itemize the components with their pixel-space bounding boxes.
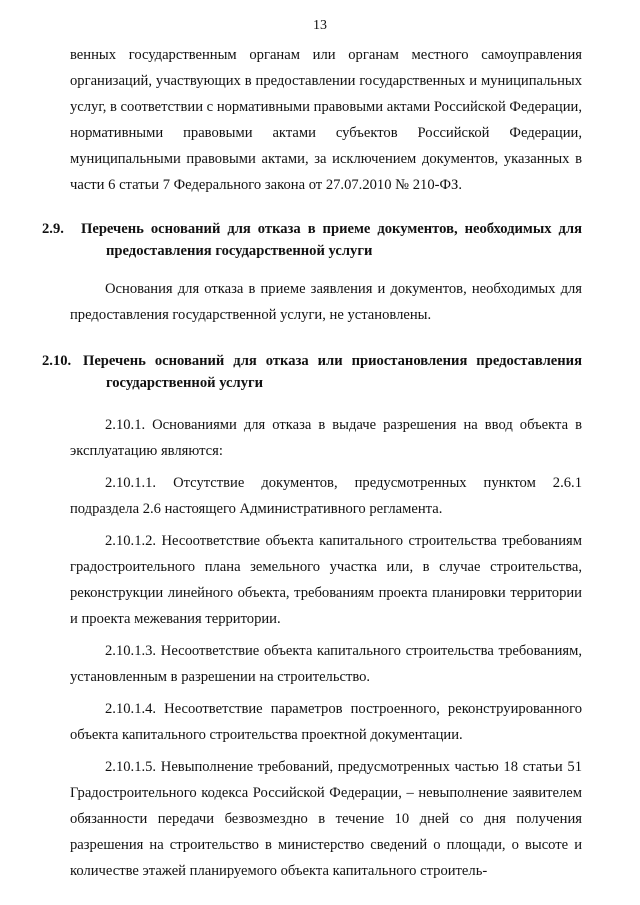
page-number: 13 xyxy=(313,18,327,33)
paragraph-2-10-1-1: 2.10.1.1. Отсутствие документов, предусмотренных пунктом 2.6.1 подраздела 2.6 настоящего Административного регламента. xyxy=(70,475,582,517)
section-2-9-text: Основания для отказа в приеме заявления и документов, необходимых для предоставления государственной услуги, не установлены. xyxy=(70,281,582,323)
section-2-10-title: Перечень оснований для отказа или приостановления предоставления государственной услуги xyxy=(82,353,582,391)
paragraph-2-10-1-2: 2.10.1.2. Несоответствие объекта капитального строительства требованиям градостроительного плана земельного участка или, в случае строительства, реконструкции линейного объекта, требованиям проекта планировки территории и проекта межевания территории. xyxy=(70,533,582,627)
section-2-10-heading: 2.10. Перечень оснований для отказа или приостановления предоставления государственной услуги xyxy=(42,353,582,391)
section-2-9-heading: 2.9. Перечень оснований для отказа в приеме документов, необходимых для предоставления государственной услуги xyxy=(42,221,582,259)
intro-paragraph: венных государственным органам или органам местного самоуправления организаций, участвующих в предоставлении государственных и муниципальных услуг, в соответствии с нормативными правовыми актами Российской Федерации, нормативными правовыми актами субъектов Российской Федерации, муниципальными правовыми актами, за исключением документов, указанных в части 6 статьи 7 Федерального закона от 27.07.2010 № 210-ФЗ. xyxy=(70,47,582,193)
section-2-9-title: Перечень оснований для отказа в приеме документов, необходимых для предоставления государственной услуги xyxy=(80,221,582,259)
paragraph-2-10-1-3: 2.10.1.3. Несоответствие объекта капитального строительства требованиям, установленным в разрешении на строительство. xyxy=(70,643,582,685)
paragraph-2-10-1: 2.10.1. Основаниями для отказа в выдаче разрешения на ввод объекта в эксплуатацию являются: xyxy=(70,417,582,459)
paragraph-2-10-1-4: 2.10.1.4. Несоответствие параметров построенного, реконструированного объекта капитального строительства проектной документации. xyxy=(70,701,582,743)
document-body xyxy=(42,42,582,884)
paragraph-2-10-1-5: 2.10.1.5. Невыполнение требований, предусмотренных частью 18 статьи 51 Градостроительного кодекса Российской Федерации, – невыполнение заявителем обязанности передачи безвозмездно в течение 10 дней со дня получения разрешения на строительство в министерство сведений о площади, о высоте и количестве этажей планируемого объекта капитального строитель- xyxy=(70,759,582,879)
